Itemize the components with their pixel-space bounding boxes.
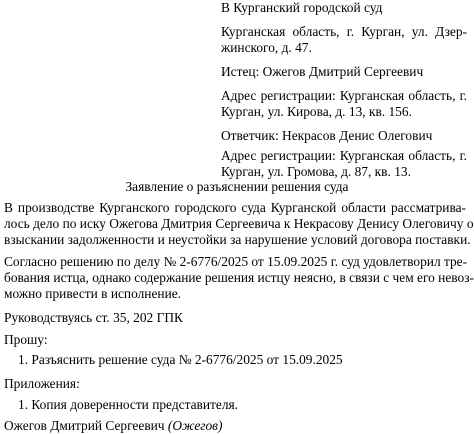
signature-name: Ожегов Дмитрий Сергеевич <box>4 418 165 433</box>
plaintiff-name: Истец: Ожегов Дмитрий Сергеевич <box>221 64 424 79</box>
defendant-address-line-2: Курган, ул. Громова, д. 87, кв. 13. <box>221 164 411 179</box>
request-label: Прошу: <box>4 332 48 347</box>
court-address-line-1: Курганская область, г. Курган, ул. Дзер- <box>221 24 467 39</box>
defendant-address-line-1: Адрес регистрации: Курганская область, г. <box>221 148 467 163</box>
legal-basis: Руководствуясь ст. 35, 202 ГПК <box>4 310 183 325</box>
plaintiff-address-line-2: Курган, ул. Кирова, д. 13, кв. 156. <box>221 104 412 119</box>
court-address-line-2: жинского, д. 47. <box>221 40 312 55</box>
defendant-name: Ответчик: Некрасов Денис Олегович <box>221 128 433 143</box>
paragraph-1-line-1: В производстве Курганского городского суда Курганской области рассматрива- <box>4 200 466 215</box>
signature-line <box>4 418 466 434</box>
attachment-item: 1. Копия доверенности представителя. <box>18 397 239 412</box>
paragraph-1-line-3: взыскании задолженности и неустойки за нарушение условий договора поставки. <box>4 232 471 247</box>
paragraph-1-line-2: лось дело по иску Ожегова Дмитрия Сергеевича к Некрасову Денису Олеговичу о <box>4 216 474 231</box>
paragraph-2-line-3: можно привести в исполнение. <box>4 286 182 301</box>
attachments-label: Приложения: <box>4 376 80 391</box>
request-item: 1. Разъяснить решение суда № 2-6776/2025 от 15.09.2025 <box>18 352 343 367</box>
plaintiff-address-line-1: Адрес регистрации: Курганская область, г. <box>221 88 467 103</box>
paragraph-2-line-1: Согласно решению по делу № 2-6776/2025 от 15.09.2025 г. суд удовлетворил тре- <box>4 254 468 269</box>
document-title: Заявление о разъяснении решения суда <box>125 179 349 194</box>
court-name: В Курганский городской суд <box>221 0 383 15</box>
handwritten-signature: (Ожегов) <box>167 418 223 433</box>
paragraph-2-line-2: бования истца, однако содержание решения истцу неясно, в связи с чем его невоз- <box>4 270 474 285</box>
